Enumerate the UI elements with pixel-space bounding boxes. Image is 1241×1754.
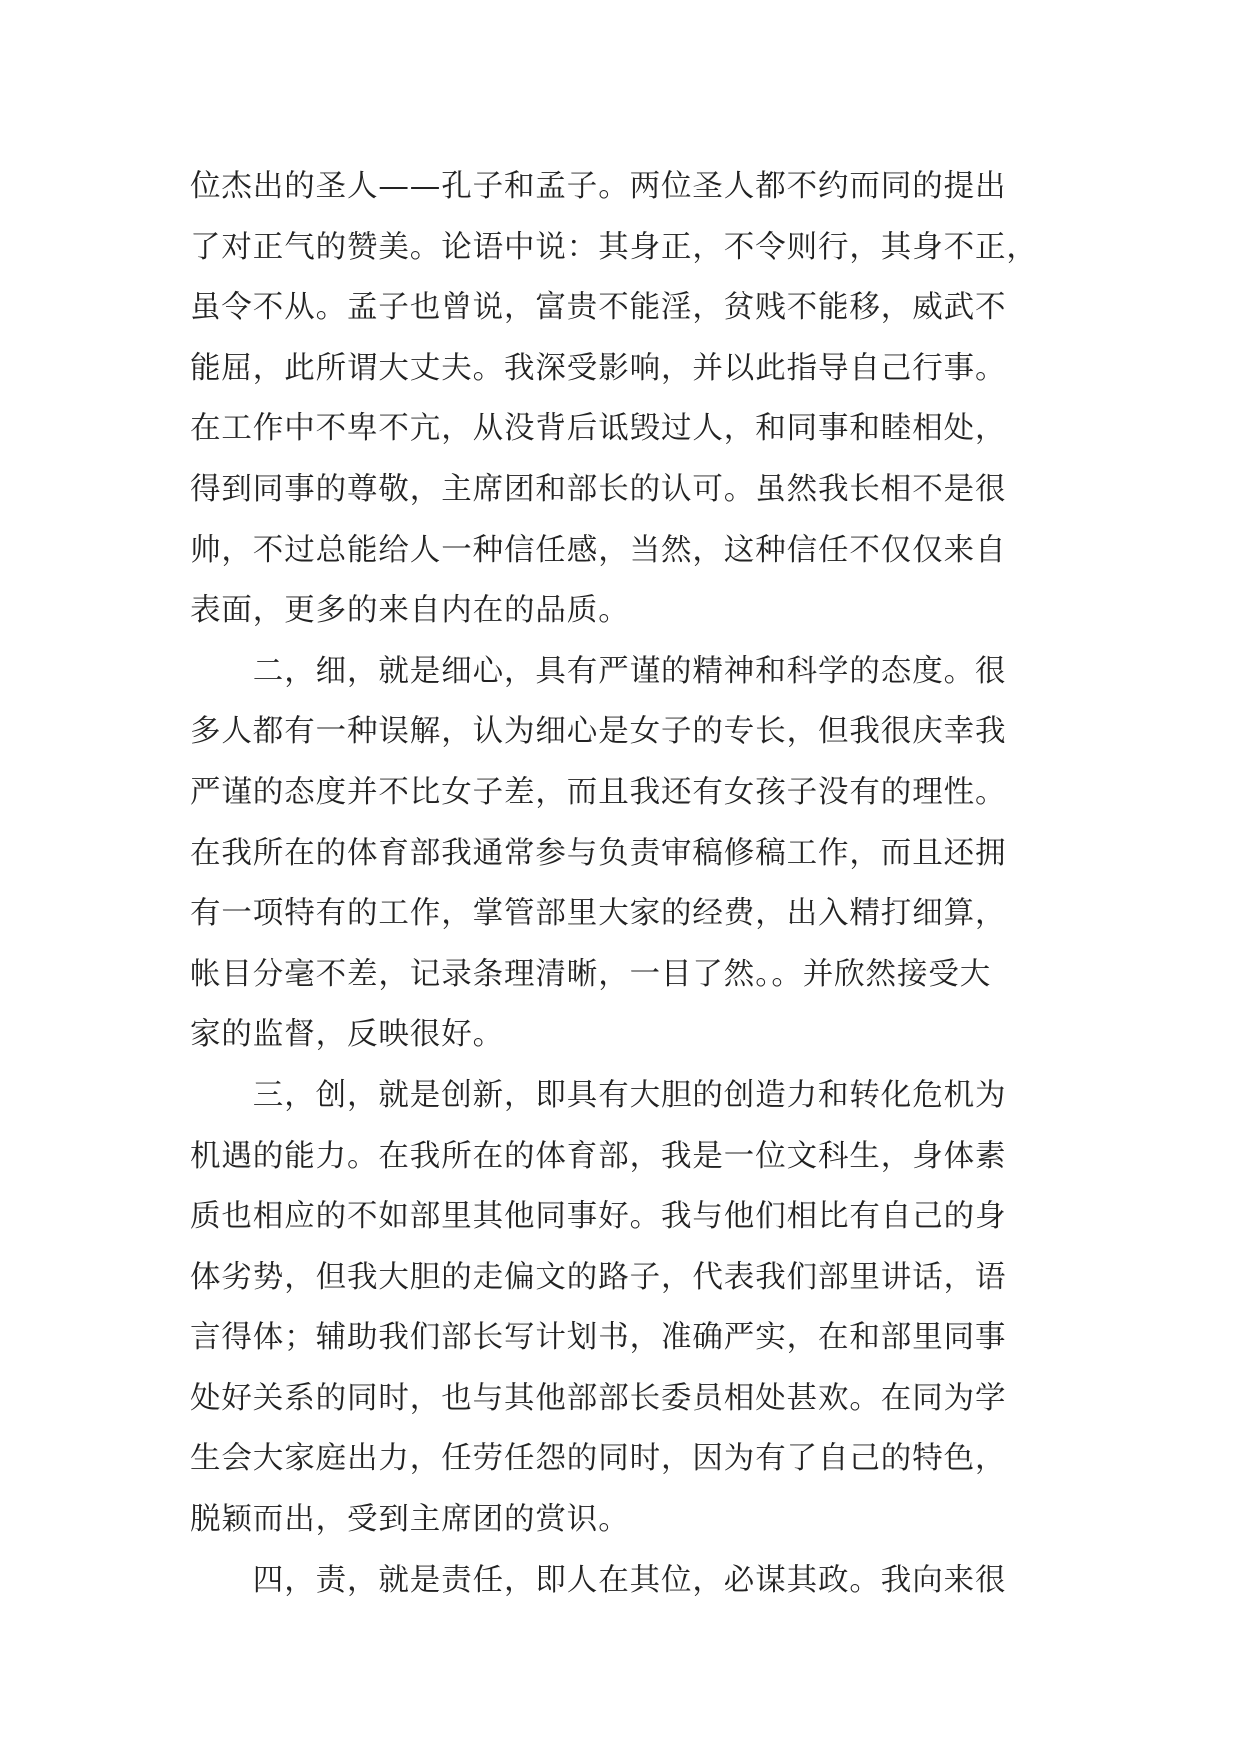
text-line: 处好关系的同时，也与其他部部长委员相处甚欢。在同为学 bbox=[190, 1380, 1007, 1416]
text-line: 有一项特有的工作，掌管部里大家的经费，出入精打细算， bbox=[190, 896, 1007, 932]
text-line: 在我所在的体育部我通常参与负责审稿修稿工作，而且还拥 bbox=[190, 835, 1007, 871]
text-line: 体劣势，但我大胆的走偏文的路子，代表我们部里讲话，语 bbox=[190, 1259, 1007, 1295]
text-line: 二，细，就是细心，具有严谨的精神和科学的态度。很 bbox=[190, 653, 1007, 689]
text-line: 多人都有一种误解，认为细心是女子的专长，但我很庆幸我 bbox=[190, 714, 1007, 750]
text-line: 言得体；辅助我们部长写计划书，准确严实，在和部里同事 bbox=[190, 1320, 1007, 1356]
body-text bbox=[190, 157, 1090, 1611]
text-line: 机遇的能力。在我所在的体育部，我是一位文科生，身体素 bbox=[190, 1138, 1007, 1174]
text-line: 家的监督，反映很好。 bbox=[190, 1017, 504, 1053]
text-line: 表面，更多的来自内在的品质。 bbox=[190, 593, 630, 629]
text-line: 虽令不从。孟子也曾说，富贵不能淫，贫贱不能移，威武不 bbox=[190, 290, 1007, 326]
text-line: 位杰出的圣人——孔子和孟子。两位圣人都不约而同的提出 bbox=[190, 169, 1007, 204]
text-line: 帐目分毫不差，记录条理清晰，一目了然。。并欣然接受大 bbox=[190, 956, 992, 992]
text-line: 质也相应的不如部里其他同事好。我与他们相比有自己的身 bbox=[190, 1199, 1007, 1235]
text-line: 四，责，就是责任，即人在其位，必谋其政。我向来很 bbox=[190, 1562, 1007, 1598]
text-line: 得到同事的尊敬，主席团和部长的认可。虽然我长相不是很 bbox=[190, 471, 1007, 507]
text-line: 严谨的态度并不比女子差，而且我还有女孩子没有的理性。 bbox=[190, 774, 1007, 810]
text-line: 能屈，此所谓大丈夫。我深受影响，并以此指导自己行事。 bbox=[190, 350, 1007, 386]
text-line: 帅，不过总能给人一种信任感，当然，这种信任不仅仅来自 bbox=[190, 532, 1007, 568]
text-line: 生会大家庭出力，任劳任怨的同时，因为有了自己的特色， bbox=[190, 1441, 1007, 1477]
text-line: 了对正气的赞美。论语中说：其身正，不令则行，其身不正， bbox=[190, 229, 1038, 265]
text-line: 在工作中不卑不亢，从没背后诋毁过人，和同事和睦相处， bbox=[190, 411, 1007, 447]
text-line: 三，创，就是创新，即具有大胆的创造力和转化危机为 bbox=[190, 1077, 1007, 1113]
text-line: 脱颖而出，受到主席团的赏识。 bbox=[190, 1502, 630, 1538]
